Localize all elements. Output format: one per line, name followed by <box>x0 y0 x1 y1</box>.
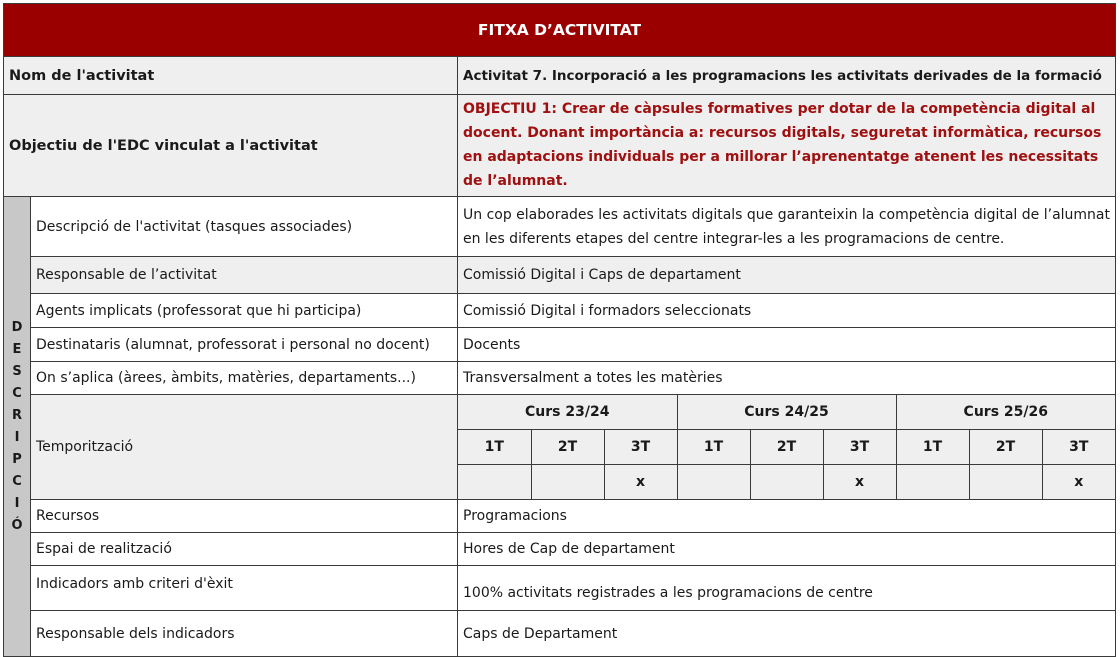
indicators-value: 100% activitats registrades a les programacions de centre <box>458 566 1116 611</box>
term-mark <box>531 464 604 499</box>
term-header: 2T <box>750 429 823 464</box>
description-section-label <box>4 197 31 657</box>
responsible-label: Responsable de l’activitat <box>31 257 458 294</box>
description-label: Descripció de l'activitat (tasques associades) <box>31 197 458 257</box>
term-mark <box>677 464 750 499</box>
activity-name-value: Activitat 7. Incorporació a les programacions les activitats derivades de la formació <box>458 57 1116 95</box>
section-letter: Ó <box>11 517 23 533</box>
section-letter: C <box>12 473 22 489</box>
section-letter: I <box>14 429 20 445</box>
term-header: 1T <box>458 429 531 464</box>
section-letter: E <box>12 341 22 357</box>
term-header: 3T <box>1042 429 1115 464</box>
description-value: Un cop elaborades les activitats digitals que garanteixin la competència digital de l’alumnat en les diferents etapes del centre integrar-les a les programacions de centre. <box>458 197 1116 257</box>
course-header: Curs 25/26 <box>896 395 1115 429</box>
agents-value: Comissió Digital i formadors seleccionats <box>458 294 1116 328</box>
course-header: Curs 23/24 <box>458 395 677 429</box>
applies-label: On s’aplica (àrees, àmbits, matèries, departaments...) <box>31 362 458 395</box>
timing-grid-cell <box>458 395 1116 500</box>
term-header: 1T <box>677 429 750 464</box>
activity-sheet <box>3 3 1116 657</box>
section-letter: S <box>12 363 22 379</box>
term-mark: x <box>1042 464 1115 499</box>
term-header: 3T <box>604 429 677 464</box>
objective-value: OBJECTIU 1: Crear de càpsules formatives per dotar de la competència digital al docent. Donant importància a: recursos digitals, seguretat informàtica, recursos en adaptacions individuals per a millorar l’aprenentatge atenent les necessitats de l’alumnat. <box>458 95 1116 197</box>
section-letter: R <box>11 407 22 423</box>
timing-label: Temporització <box>31 395 458 500</box>
term-header: 2T <box>531 429 604 464</box>
activity-name-label: Nom de l'activitat <box>4 57 458 95</box>
term-header: 1T <box>896 429 969 464</box>
term-mark <box>458 464 531 499</box>
term-mark <box>896 464 969 499</box>
timing-grid <box>458 395 1115 499</box>
agents-label: Agents implicats (professorat que hi participa) <box>31 294 458 328</box>
space-value: Hores de Cap de departament <box>458 533 1116 566</box>
term-header: 3T <box>823 429 896 464</box>
recipients-label: Destinataris (alumnat, professorat i personal no docent) <box>31 328 458 362</box>
responsible-value: Comissió Digital i Caps de departament <box>458 257 1116 294</box>
term-header: 2T <box>969 429 1042 464</box>
section-letter: C <box>12 385 22 401</box>
resources-value: Programacions <box>458 500 1116 533</box>
space-label: Espai de realització <box>31 533 458 566</box>
sheet-title: FITXA D’ACTIVITAT <box>4 4 1116 57</box>
section-letter: I <box>14 495 20 511</box>
indicators-label: Indicadors amb criteri d'èxit <box>31 566 458 611</box>
section-letter: P <box>12 451 22 467</box>
objective-label: Objectiu de l'EDC vinculat a l'activitat <box>4 95 458 197</box>
resources-label: Recursos <box>31 500 458 533</box>
term-mark <box>969 464 1042 499</box>
indicators-responsible-label: Responsable dels indicadors <box>31 611 458 657</box>
applies-value: Transversalment a totes les matèries <box>458 362 1116 395</box>
course-header: Curs 24/25 <box>677 395 896 429</box>
recipients-value: Docents <box>458 328 1116 362</box>
term-mark: x <box>823 464 896 499</box>
term-mark <box>750 464 823 499</box>
term-mark: x <box>604 464 677 499</box>
indicators-responsible-value: Caps de Departament <box>458 611 1116 657</box>
section-letter: D <box>11 319 23 335</box>
